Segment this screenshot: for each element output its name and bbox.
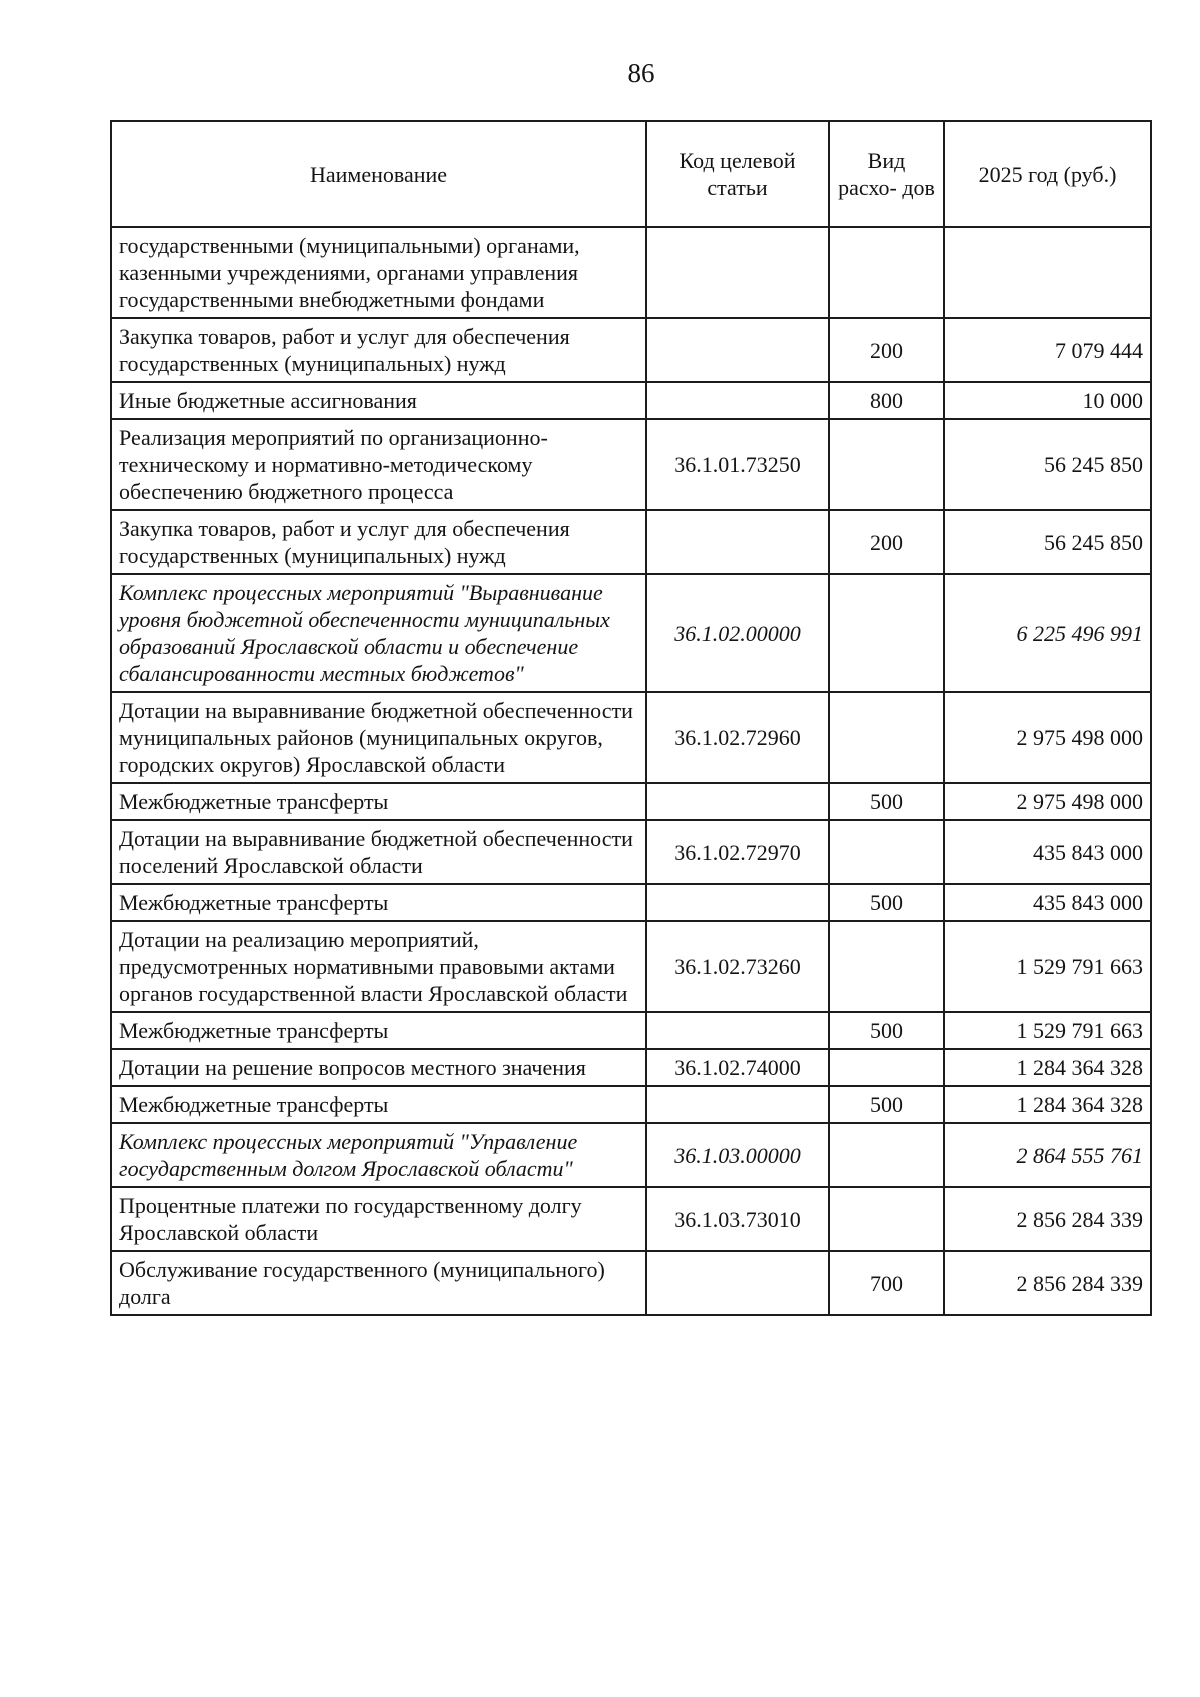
cell-code: 36.1.02.72970 (646, 820, 829, 884)
cell-name: Межбюджетные трансферты (111, 1086, 646, 1123)
cell-amount: 2 856 284 339 (944, 1187, 1151, 1251)
cell-kind: 800 (829, 382, 944, 419)
cell-name: Иные бюджетные ассигнования (111, 382, 646, 419)
table-row (111, 510, 1151, 574)
cell-kind (829, 574, 944, 692)
cell-kind (829, 921, 944, 1012)
cell-amount: 1 529 791 663 (944, 921, 1151, 1012)
table-row (111, 692, 1151, 783)
cell-kind: 500 (829, 1012, 944, 1049)
table-row (111, 921, 1151, 1012)
cell-kind (829, 227, 944, 318)
table-row (111, 318, 1151, 382)
cell-code: 36.1.02.00000 (646, 574, 829, 692)
page-number: 86 (627, 58, 655, 88)
table-row (111, 1012, 1151, 1049)
cell-kind: 500 (829, 1086, 944, 1123)
cell-amount: 10 000 (944, 382, 1151, 419)
cell-kind: 500 (829, 783, 944, 820)
cell-kind (829, 1187, 944, 1251)
cell-kind (829, 820, 944, 884)
table-row (111, 1086, 1151, 1123)
cell-name: Дотации на выравнивание бюджетной обеспеченности поселений Ярославской области (111, 820, 646, 884)
cell-code: 36.1.02.72960 (646, 692, 829, 783)
cell-code: 36.1.03.00000 (646, 1123, 829, 1187)
cell-name: Дотации на реализацию мероприятий, предусмотренных нормативными правовыми актами органов государственной власти Ярославской области (111, 921, 646, 1012)
cell-code (646, 227, 829, 318)
cell-amount: 2 856 284 339 (944, 1251, 1151, 1315)
table-row (111, 382, 1151, 419)
cell-name: государственными (муниципальными) органами, казенными учреждениями, органами управления государственными внебюджетными фондами (111, 227, 646, 318)
budget-table (110, 120, 1152, 1316)
cell-amount: 1 284 364 328 (944, 1086, 1151, 1123)
cell-code (646, 783, 829, 820)
table-row (111, 884, 1151, 921)
cell-amount: 2 975 498 000 (944, 783, 1151, 820)
cell-kind: 200 (829, 318, 944, 382)
cell-amount: 56 245 850 (944, 510, 1151, 574)
cell-name: Дотации на решение вопросов местного значения (111, 1049, 646, 1086)
cell-amount: 2 975 498 000 (944, 692, 1151, 783)
cell-name: Закупка товаров, работ и услуг для обеспечения государственных (муниципальных) нужд (111, 510, 646, 574)
cell-amount (944, 227, 1151, 318)
cell-kind (829, 419, 944, 510)
cell-code (646, 1251, 829, 1315)
cell-name: Закупка товаров, работ и услуг для обеспечения государственных (муниципальных) нужд (111, 318, 646, 382)
cell-amount: 56 245 850 (944, 419, 1151, 510)
table-row (111, 1187, 1151, 1251)
cell-amount: 1 284 364 328 (944, 1049, 1151, 1086)
cell-name: Межбюджетные трансферты (111, 783, 646, 820)
cell-amount: 435 843 000 (944, 884, 1151, 921)
cell-code (646, 884, 829, 921)
header-kind: Вид расхо- дов (829, 121, 944, 227)
cell-kind: 500 (829, 884, 944, 921)
table-row (111, 574, 1151, 692)
cell-kind (829, 1049, 944, 1086)
cell-code (646, 510, 829, 574)
cell-name: Дотации на выравнивание бюджетной обеспеченности муниципальных районов (муниципальных округов, городских округов) Ярославской области (111, 692, 646, 783)
cell-code (646, 1086, 829, 1123)
cell-name: Комплекс процессных мероприятий "Выравнивание уровня бюджетной обеспеченности муниципальных образований Ярославской области и обеспечение сбалансированности местных бюджетов" (111, 574, 646, 692)
table-row (111, 419, 1151, 510)
cell-name: Комплекс процессных мероприятий "Управление государственным долгом Ярославской области" (111, 1123, 646, 1187)
cell-name: Процентные платежи по государственному долгу Ярославской области (111, 1187, 646, 1251)
cell-code (646, 382, 829, 419)
cell-amount: 7 079 444 (944, 318, 1151, 382)
cell-kind (829, 1123, 944, 1187)
cell-name: Межбюджетные трансферты (111, 884, 646, 921)
cell-kind: 700 (829, 1251, 944, 1315)
cell-code: 36.1.03.73010 (646, 1187, 829, 1251)
header-name: Наименование (111, 121, 646, 227)
cell-amount: 6 225 496 991 (944, 574, 1151, 692)
table-row (111, 783, 1151, 820)
cell-name: Реализация мероприятий по организационно-техническому и нормативно-методическому обеспечению бюджетного процесса (111, 419, 646, 510)
table-row (111, 820, 1151, 884)
cell-kind (829, 692, 944, 783)
table-row (111, 1251, 1151, 1315)
table-row (111, 227, 1151, 318)
cell-amount: 435 843 000 (944, 820, 1151, 884)
table-body (111, 227, 1151, 1315)
header-amount: 2025 год (руб.) (944, 121, 1151, 227)
cell-code (646, 1012, 829, 1049)
header-row (111, 121, 1151, 227)
cell-code: 36.1.02.73260 (646, 921, 829, 1012)
cell-kind: 200 (829, 510, 944, 574)
header-code: Код целевой статьи (646, 121, 829, 227)
table-row (111, 1049, 1151, 1086)
cell-name: Межбюджетные трансферты (111, 1012, 646, 1049)
cell-amount: 1 529 791 663 (944, 1012, 1151, 1049)
table-header (111, 121, 1151, 227)
cell-amount: 2 864 555 761 (944, 1123, 1151, 1187)
cell-code: 36.1.01.73250 (646, 419, 829, 510)
cell-code: 36.1.02.74000 (646, 1049, 829, 1086)
table-row (111, 1123, 1151, 1187)
cell-name: Обслуживание государственного (муниципального) долга (111, 1251, 646, 1315)
cell-code (646, 318, 829, 382)
